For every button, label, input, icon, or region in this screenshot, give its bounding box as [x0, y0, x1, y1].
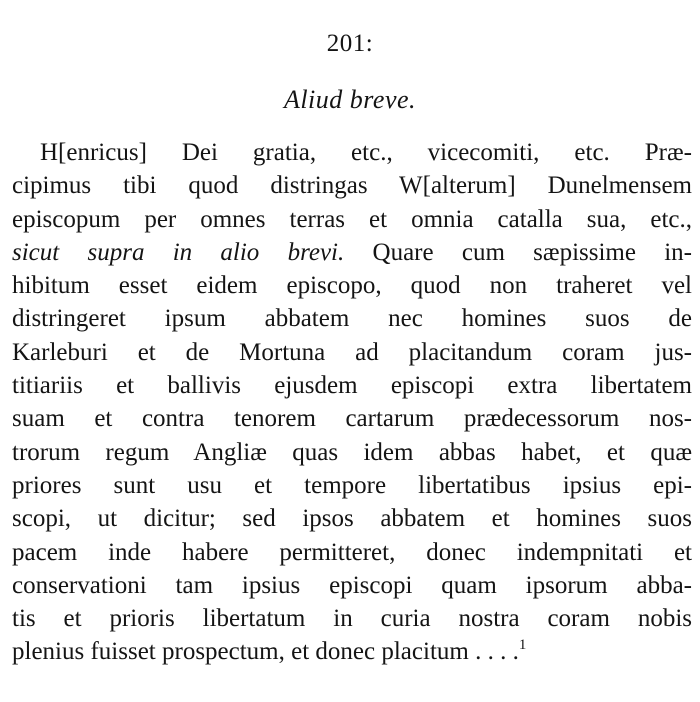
text-line [12, 635, 692, 668]
text-line [12, 236, 692, 269]
text-line: trorum regum Angliæ quas idem abbas habet, et quæ [12, 438, 692, 466]
footnote-marker: 1 [518, 637, 527, 654]
text-line: Karleburi et de Mortuna ad placitandum coram jus- [12, 338, 692, 366]
text-line: hibitum esset eidem episcopo, quod non traheret vel [12, 272, 692, 300]
document-body [12, 136, 692, 669]
text-line: episcopum per omnes terras et omnia catalla sua, etc., [12, 205, 692, 233]
text-line: cipimus tibi quod distringas W[alterum] Dunelmensem [12, 172, 692, 200]
text-line: titiariis et ballivis ejusdem episcopi extra libertatem [12, 372, 692, 400]
text-line-continuation: Quare cum sæpissime in- [372, 238, 693, 266]
text-line: tis et prioris libertatum in curia nostra coram nobis [12, 605, 692, 633]
text-line: priores sunt usu et tempore libertatibus ipsius epi- [12, 471, 692, 499]
document-heading: Aliud breve. [283, 85, 417, 114]
text-line: distringeret ipsum abbatem nec homines suos de [12, 305, 692, 333]
text-line-content: plenius fuisset prospectum, et donec placitum . . . . [12, 638, 519, 666]
document-number: 201: [326, 30, 374, 57]
italic-phrase: sicut supra in alio brevi. [12, 238, 345, 266]
text-line: pacem inde habere permitteret, donec indempnitati et [12, 538, 692, 566]
text-line: H[enricus] Dei gratia, etc., vicecomiti, etc. Præ- [40, 139, 692, 166]
text-line: conservationi tam ipsius episcopi quam ipsorum abba- [12, 571, 692, 599]
text-line: scopi, ut dicitur; sed ipsos abbatem et homines suos [12, 505, 692, 533]
text-line: suam et contra tenorem cartarum prædecessorum nos- [12, 405, 692, 433]
